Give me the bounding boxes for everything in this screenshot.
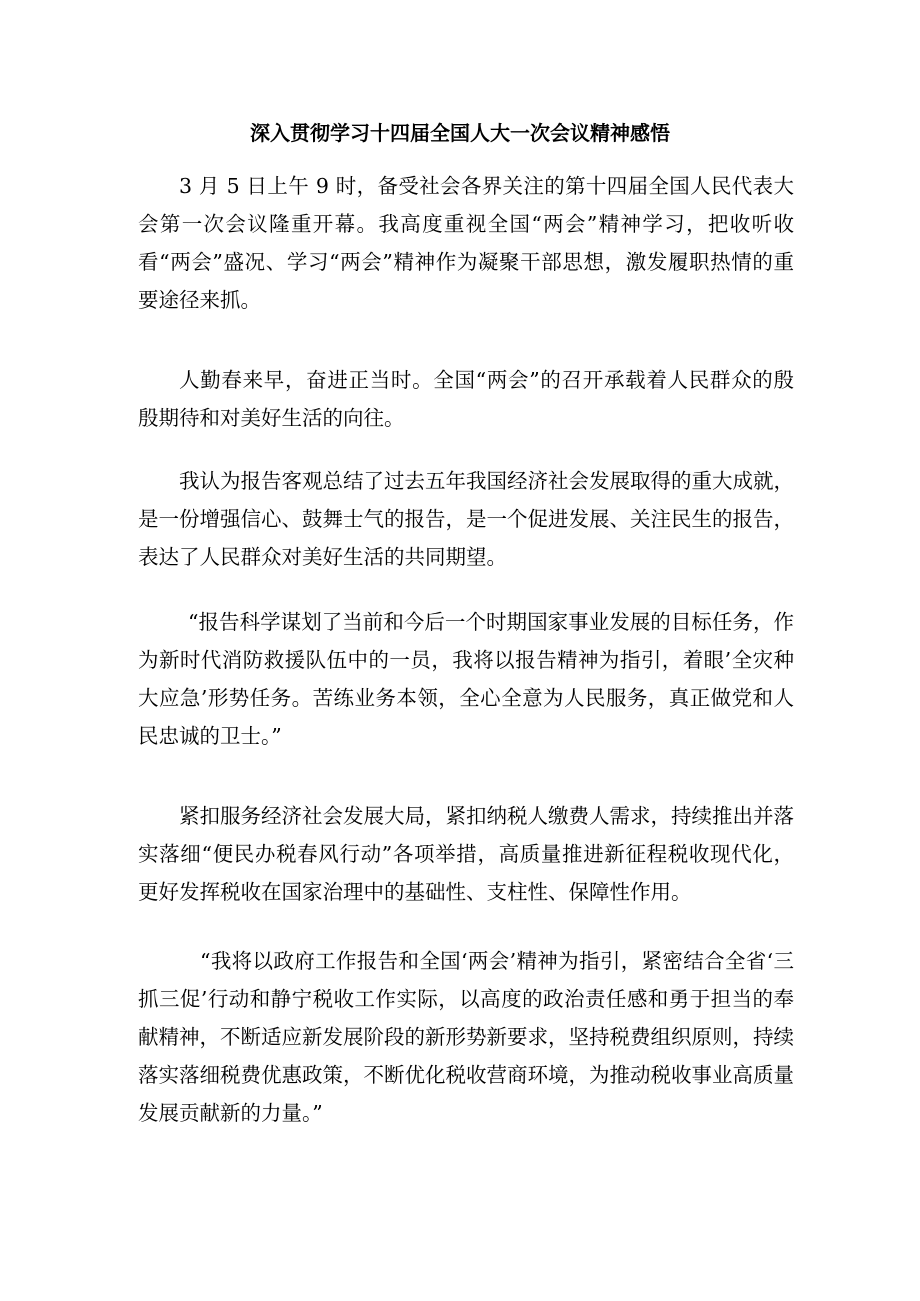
- paragraph-6: “我将以政府工作报告和全国‘两会’精神为指引，紧密结合全省‘三抓三促’行动和静宁税收工作实际，以高度的政治责任感和勇于担当的奉献精神，不断适应新发展阶段的新形势新要求，坚持税费组织原则，持续落实落细税费优惠政策，不断优化税收营商环境，为推动税收事业高质量发展贡献新的力量。”: [138, 949, 794, 1125]
- paragraph-3: 我认为报告客观总结了过去五年我国经济社会发展取得的重大成就，是一份增强信心、鼓舞士气的报告，是一个促进发展、关注民生的报告，表达了人民群众对美好生活的共同期望。: [138, 469, 794, 569]
- paragraph-4: “报告科学谋划了当前和今后一个时期国家事业发展的目标任务，作为新时代消防救援队伍中的一员，我将以报告精神为指引，着眼’全灾种大应急’形势任务。苦练业务本领，全心全意为人民服务，真正做党和人民忠诚的卫士。”: [138, 610, 794, 748]
- paragraph-1: 3 月 5 日上午 9 时，备受社会各界关注的第十四届全国人民代表大会第一次会议隆重开幕。我高度重视全国“两会”精神学习，把收听收看“两会”盛况、学习“两会”精神作为凝聚干部思想，激发履职热情的重要途径来抓。: [138, 174, 794, 312]
- paragraph-2: 人勤春来早，奋进正当时。全国“两会”的召开承载着人民群众的殷殷期待和对美好生活的向往。: [138, 368, 794, 430]
- document-title: 深入贯彻学习十四届全国人大一次会议精神感悟: [250, 121, 670, 145]
- paragraph-5: 紧扣服务经济社会发展大局，紧扣纳税人缴费人需求，持续推出并落实落细“便民办税春风行动”各项举措，高质量推进新征程税收现代化，更好发挥税收在国家治理中的基础性、支柱性、保障性作用。: [138, 804, 794, 904]
